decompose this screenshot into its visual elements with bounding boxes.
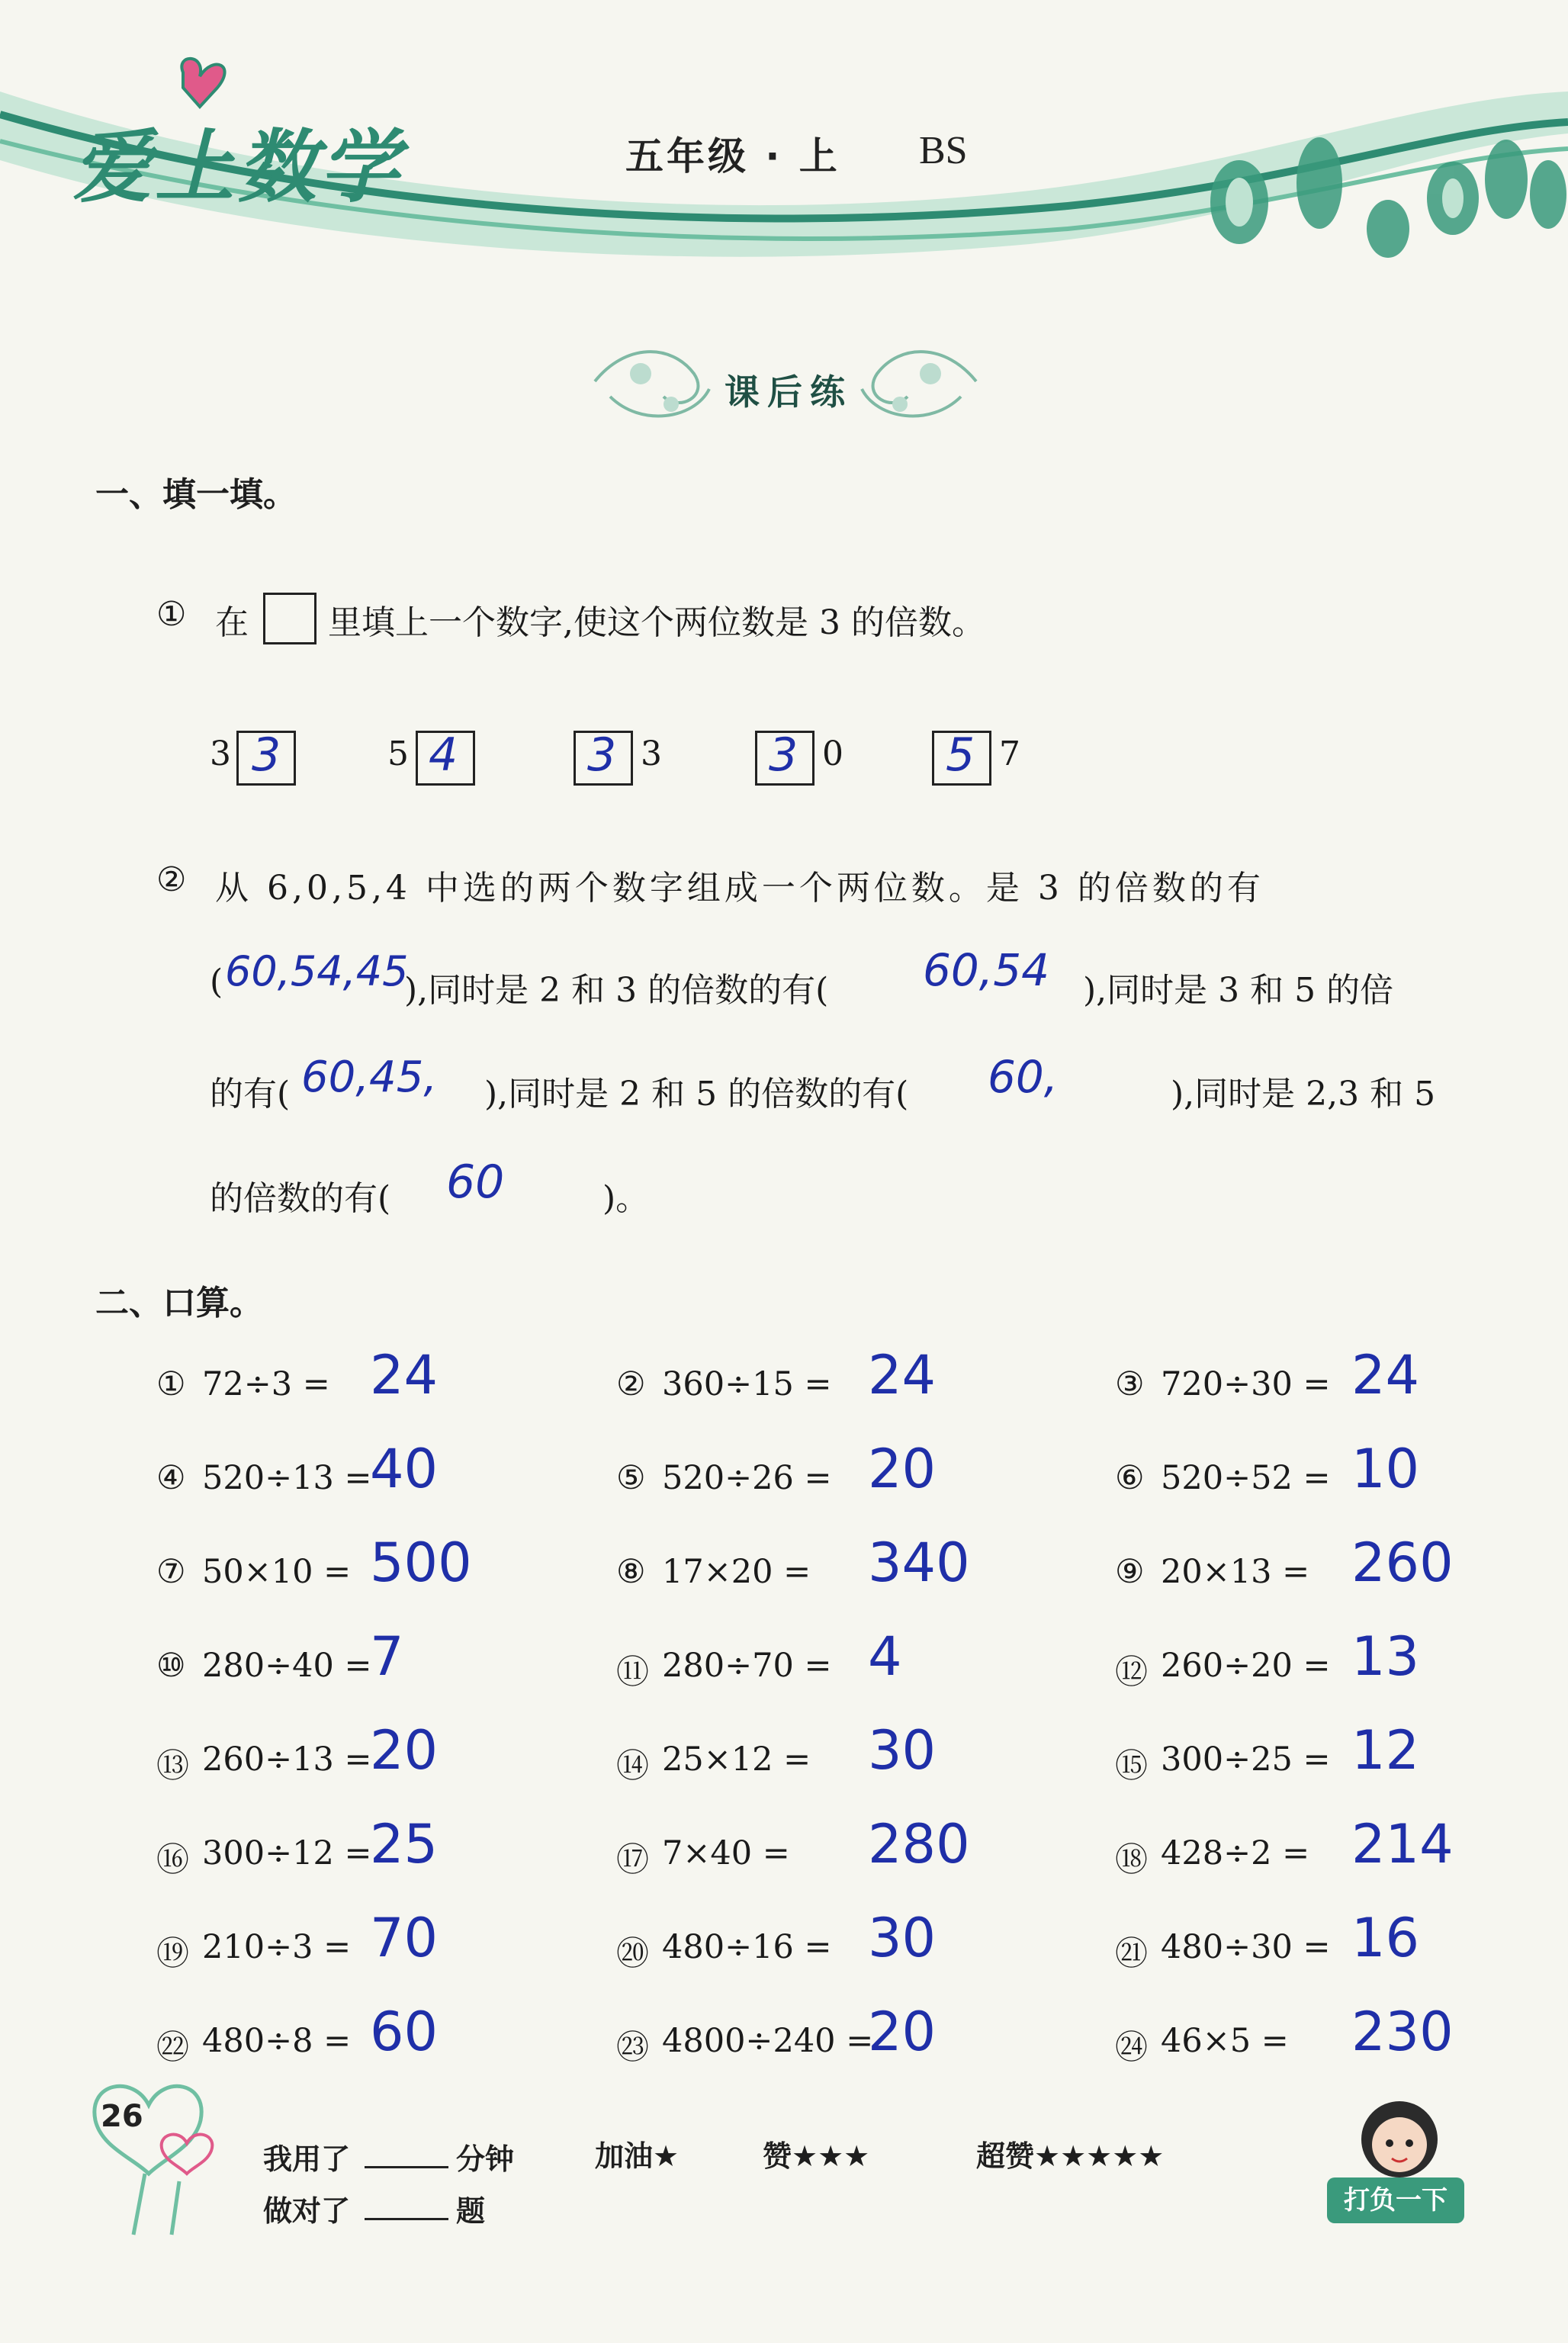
q1-item3-answer: 3: [587, 728, 617, 782]
calc-item-13-expression: 260÷13 =: [202, 1740, 372, 1779]
calc-item-21-number: ㉑: [1115, 1935, 1148, 1973]
q2-answer-multiple-of-2-3-5: 60: [446, 1155, 505, 1209]
calc-item-14-expression: 25×12 =: [662, 1740, 811, 1779]
rating-3: 超赞★★★★★: [976, 2139, 1165, 2173]
calc-item-10-answer: 7: [370, 1625, 404, 1688]
calc-item-24-expression: 46×5 =: [1161, 2022, 1289, 2060]
edition-label: BS: [919, 129, 968, 172]
logo: 爱上数学: [72, 120, 403, 214]
q1-item4-answer: 3: [769, 728, 798, 782]
calc-item-8-expression: 17×20 =: [662, 1553, 811, 1591]
calc-item-9-expression: 20×13 =: [1161, 1553, 1310, 1591]
calc-item-11-answer: 4: [868, 1625, 902, 1688]
calc-item-5-answer: 20: [868, 1438, 937, 1500]
calc-item-17-number: ⑰: [616, 1841, 649, 1879]
q2-line1: 从 6,0,5,4 中选的两个数字组成一个两位数。是 3 的倍数的有: [215, 869, 1264, 908]
correct-blank[interactable]: [365, 2218, 448, 2220]
check-badge[interactable]: 打负一下: [1327, 2177, 1464, 2223]
q1-item5-answer: 5: [946, 728, 975, 782]
time-used-label: 我用了: [263, 2142, 351, 2176]
calc-item-4-expression: 520÷13 =: [202, 1459, 372, 1497]
calc-item-11-number: ⑪: [616, 1654, 649, 1692]
q2-line2-mid1: ),同时是 2 和 3 的倍数的有(: [404, 971, 829, 1010]
q2-line2-open: (: [210, 963, 223, 1001]
rating-1: 加油★: [595, 2139, 680, 2173]
calc-item-4-number: ④: [156, 1459, 186, 1497]
correct-label: 做对了: [263, 2194, 351, 2228]
calc-item-1-number: ①: [156, 1365, 186, 1403]
calc-item-21-answer: 16: [1351, 1907, 1420, 1969]
q1-item1-pre: 3: [210, 734, 231, 773]
calc-item-23-number: ㉓: [616, 2029, 649, 2067]
calc-item-23-answer: 20: [868, 2001, 937, 2063]
calc-item-12-answer: 13: [1351, 1625, 1420, 1688]
calc-item-17-answer: 280: [868, 1813, 970, 1875]
correct-unit: 题: [456, 2194, 486, 2228]
q1-instruction: 里填上一个数字,使这个两位数是 3 的倍数。: [328, 603, 985, 642]
q2-line3-mid2: ),同时是 2,3 和 5: [1171, 1075, 1436, 1114]
calc-item-15-answer: 12: [1351, 1719, 1420, 1782]
calc-item-24-number: ㉔: [1115, 2029, 1148, 2067]
calc-item-4-answer: 40: [370, 1438, 439, 1500]
calc-item-1-expression: 72÷3 =: [202, 1365, 330, 1403]
calc-item-16-expression: 300÷12 =: [202, 1834, 372, 1872]
calc-item-16-answer: 25: [370, 1813, 439, 1875]
calc-item-19-expression: 210÷3 =: [202, 1928, 352, 1966]
page-heart-decoration: [72, 2075, 225, 2250]
calc-item-16-number: ⑯: [156, 1841, 189, 1879]
q2-answer-multiple-of-2-and-3: 60,54: [923, 944, 1050, 996]
calc-item-12-expression: 260÷20 =: [1161, 1647, 1331, 1685]
section-title: 课后练: [725, 371, 853, 413]
calc-item-2-answer: 24: [868, 1344, 937, 1406]
q1-item3-post: 3: [641, 734, 662, 773]
calc-item-3-number: ③: [1115, 1365, 1145, 1403]
calc-item-7-answer: 500: [370, 1531, 472, 1594]
q1-item2-answer: 4: [429, 728, 458, 782]
calc-item-19-number: ⑲: [156, 1935, 189, 1973]
calc-item-7-number: ⑦: [156, 1553, 186, 1591]
calc-item-6-expression: 520÷52 =: [1161, 1459, 1331, 1497]
q1-item2-pre: 5: [387, 734, 409, 773]
part2-heading: 二、口算。: [95, 1284, 263, 1323]
q1-item5-post: 7: [999, 734, 1020, 773]
calc-item-3-answer: 24: [1351, 1344, 1420, 1406]
calc-item-19-answer: 70: [370, 1907, 439, 1969]
calc-item-15-number: ⑮: [1115, 1747, 1148, 1785]
calc-item-18-expression: 428÷2 =: [1161, 1834, 1310, 1872]
time-used-blank[interactable]: [365, 2166, 448, 2168]
calc-item-12-number: ⑫: [1115, 1654, 1148, 1692]
q2-line2-mid2: ),同时是 3 和 5 的倍: [1083, 971, 1394, 1010]
q2-answer-multiple-of-3-and-5: 60,45,: [301, 1053, 438, 1102]
calc-item-20-answer: 30: [868, 1907, 937, 1969]
calc-item-2-expression: 360÷15 =: [662, 1365, 832, 1403]
girl-mascot-icon: [1350, 2090, 1449, 2181]
calc-item-14-number: ⑭: [616, 1747, 649, 1785]
calc-item-7-expression: 50×10 =: [202, 1553, 352, 1591]
q1-item4-post: 0: [822, 734, 843, 773]
calc-item-18-answer: 214: [1351, 1813, 1454, 1875]
q1-item1-answer: 3: [252, 728, 281, 782]
calc-item-20-number: ⑳: [616, 1935, 649, 1973]
calc-item-22-number: ㉒: [156, 2029, 189, 2067]
calc-item-5-expression: 520÷26 =: [662, 1459, 832, 1497]
calc-item-6-answer: 10: [1351, 1438, 1420, 1500]
part1-heading: 一、填一填。: [95, 475, 297, 514]
calc-item-17-expression: 7×40 =: [662, 1834, 790, 1872]
calc-item-13-number: ⑬: [156, 1747, 189, 1785]
calc-item-14-answer: 30: [868, 1719, 937, 1782]
calc-item-24-answer: 230: [1351, 2001, 1454, 2063]
calc-item-22-answer: 60: [370, 2001, 439, 2063]
calc-item-22-expression: 480÷8 =: [202, 2022, 352, 2060]
rating-2: 赞★★★: [763, 2139, 870, 2173]
calc-item-9-number: ⑨: [1115, 1553, 1145, 1591]
q1-number: ①: [156, 595, 187, 634]
calc-item-8-answer: 340: [868, 1531, 970, 1594]
q2-line4-post: )。: [602, 1179, 650, 1218]
calc-item-20-expression: 480÷16 =: [662, 1928, 832, 1966]
page-number: 26: [101, 2099, 143, 2134]
grade-label: 五年级 · 上: [625, 134, 840, 178]
calc-item-10-number: ⑩: [156, 1647, 186, 1685]
calc-item-21-expression: 480÷30 =: [1161, 1928, 1331, 1966]
calc-item-3-expression: 720÷30 =: [1161, 1365, 1331, 1403]
q1-prefix: 在: [215, 603, 249, 642]
q2-answer-multiple-of-2-and-5: 60,: [988, 1051, 1059, 1103]
calc-item-8-number: ⑧: [616, 1553, 646, 1591]
calc-item-10-expression: 280÷40 =: [202, 1647, 372, 1685]
calc-item-18-number: ⑱: [1115, 1841, 1148, 1879]
q1-example-box: [263, 593, 316, 644]
q2-line3-mid1: ),同时是 2 和 5 的倍数的有(: [484, 1075, 909, 1114]
calc-item-13-answer: 20: [370, 1719, 439, 1782]
q2-number: ②: [156, 860, 191, 899]
calc-item-9-answer: 260: [1351, 1531, 1454, 1594]
q2-line4-pre: 的倍数的有(: [210, 1179, 391, 1218]
calc-item-11-expression: 280÷70 =: [662, 1647, 832, 1685]
calc-item-2-number: ②: [616, 1365, 646, 1403]
calc-item-5-number: ⑤: [616, 1459, 646, 1497]
q2-line3-pre: 的有(: [210, 1075, 291, 1114]
calc-item-15-expression: 300÷25 =: [1161, 1740, 1331, 1779]
calc-item-23-expression: 4800÷240 =: [662, 2022, 874, 2060]
calc-item-1-answer: 24: [370, 1344, 439, 1406]
calc-item-6-number: ⑥: [1115, 1459, 1145, 1497]
q2-answer-multiple-of-3: 60,54,45: [225, 947, 409, 995]
time-used-unit: 分钟: [456, 2142, 515, 2176]
